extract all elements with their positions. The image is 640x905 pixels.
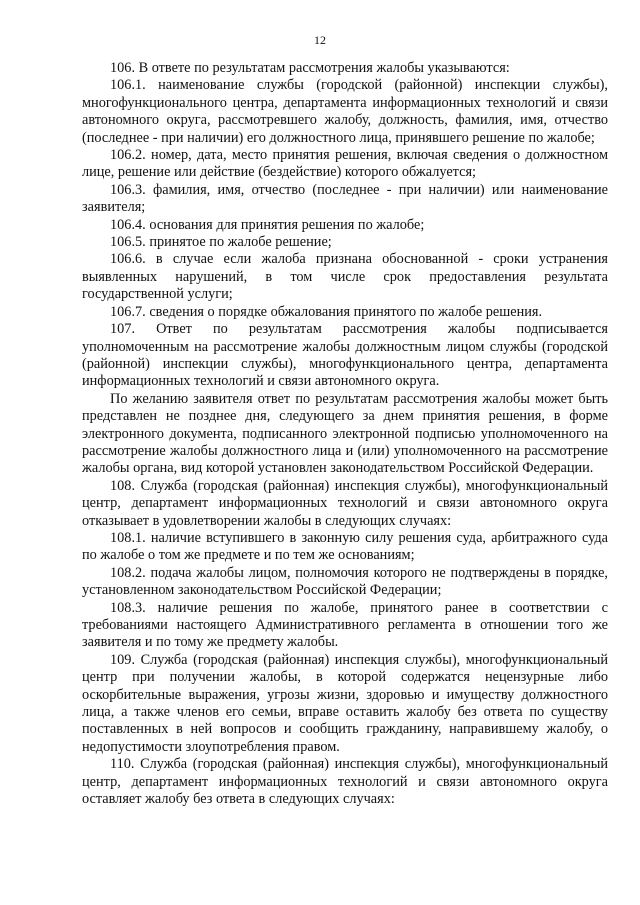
paragraph-106-4: 106.4. основания для принятия решения по жалобе; <box>110 216 425 233</box>
page-number: 12 <box>314 33 326 47</box>
paragraph-106-6: 106.6. в случае если жалоба признана обоснованной - сроки устранения выявленных нарушений, в том числе срок предоставления результата государственной услуги; <box>82 251 608 303</box>
paragraph-106-5: 106.5. принятое по жалобе решение; <box>110 234 332 251</box>
paragraph-108-3: 108.3. наличие решения по жалобе, принятого ранее в соответствии с требованиями настоящего Административного регламента в отношении того же заявителя и по тому же предмету жалобы. <box>82 599 608 651</box>
paragraph-107-electronic: По желанию заявителя ответ по результатам рассмотрения жалобы может быть представлен не позднее дня, следующего за днем принятия решения, в форме электронного документа, подписанного электронной подписью уполномоченного на рассмотрение жалобы должностного лица и (или) уполномоченного на рассмотрение жалобы органа, вид которой установлен законодательством Российской Федерации. <box>82 390 608 477</box>
paragraph-106: 106. В ответе по результатам рассмотрения жалобы указываются: <box>110 60 510 76</box>
paragraph-108-1: 108.1. наличие вступившего в законную силу решения суда, арбитражного суда по жалобе о том же предмете и по тем же основаниям; <box>82 529 608 564</box>
document-body <box>82 60 608 808</box>
paragraph-106-2: 106.2. номер, дата, место принятия решения, включая сведения о должностном лице, решение или действие (бездействие) которого обжалуется; <box>82 147 608 181</box>
paragraph-107: 107. Ответ по результатам рассмотрения жалобы подписывается уполномоченным на рассмотрение жалобы должностным лицом службы (городской (районной) инспекции службы), многофункционального центра, департамента информационных технологий и связи автономного округа. <box>82 321 608 390</box>
paragraph-108: 108. Служба (городская (районная) инспекция службы), многофункциональный центр, департамент информационных технологий и связи автономного округа отказывает в удовлетворении жалобы в следующих случаях: <box>82 477 608 529</box>
paragraph-110: 110. Служба (городская (районная) инспекция службы), многофункциональный центр, департамент информационных технологий и связи автономного округа оставляет жалобу без ответа в следующих случаях: <box>82 756 608 808</box>
paragraph-108-2: 108.2. подача жалобы лицом, полномочия которого не подтверждены в порядке, установленном законодательством Российской Федерации; <box>82 564 608 599</box>
paragraph-106-3: 106.3. фамилия, имя, отчество (последнее - при наличии) или наименование заявителя; <box>82 181 608 216</box>
paragraph-106-7: 106.7. сведения о порядке обжалования принятого по жалобе решения. <box>110 303 543 320</box>
paragraph-106-1: 106.1. наименование службы (городской (районной) инспекции службы), многофункционального центра, департамента информационных технологий и связи автономного округа, рассмотревшего жалобу, должность, фамилия, имя, отчество (последнее - при наличии) его должностного лица, принявшего решение по жалобе; <box>82 77 608 146</box>
paragraph-109: 109. Служба (городская (районная) инспекция службы), многофункциональный центр при получении жалобы, в которой содержатся нецензурные либо оскорбительные выражения, угрозы жизни, здоровью и имуществу должностного лица, а также членов его семьи, вправе оставить жалобу без ответа по существу поставленных в ней вопросов и сообщить гражданину, направившему жалобу, о недопустимости злоупотребления правом. <box>82 651 608 755</box>
